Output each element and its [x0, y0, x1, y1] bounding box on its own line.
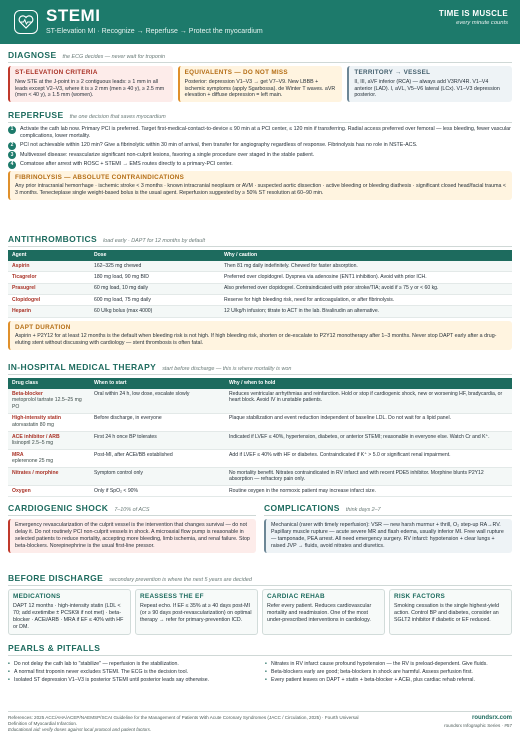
discharge-card-rehab: [262, 589, 385, 634]
why-cell: Routine oxygen in the normoxic patient may increase infarct size.: [225, 485, 512, 496]
when-cell: Before discharge, in everyone: [90, 413, 225, 431]
table-row: [8, 413, 512, 431]
disclaimer: Educational aid: verify doses against local protocol and patient factors.: [8, 727, 152, 733]
agent-cell: Prasugrel: [8, 283, 90, 294]
step-text: PCI not achievable within 120 min? Give a fibrinolytic within 30 min of arrival, then transfer for angiography regardless of response. Fibrinolysis has no role in NSTE-ACS.: [20, 142, 418, 149]
site-link[interactable]: roundsrx.com: [471, 715, 512, 721]
complications-heading: COMPLICATIONS: [264, 503, 340, 513]
column-header: Dose: [90, 250, 220, 261]
table-row: [8, 272, 512, 283]
when-cell: Oral within 24 h, low dose, escalate slowly: [90, 389, 225, 413]
fibrinolysis-contraindications-box: [8, 171, 512, 200]
inhospital-table: [8, 378, 512, 497]
when-cell: First 24 h once BP tolerates: [90, 431, 225, 449]
why-cell: Indicated if LVEF ≤ 40%, hypertension, diabetes, or anterior STEMI; reasonable in everyone else. Watch Cr and K⁺.: [225, 431, 512, 449]
column-header: Drug class: [8, 378, 90, 389]
column-header: When to start: [90, 378, 225, 389]
territory-box: [347, 66, 512, 102]
criteria-text: New STE at the J-point in ≥ 2 contiguous leads: ≥ 1 mm in all leads except V2–V3, where it is ≥ 2 mm (men ≥ 40 y), ≥ 2.5 mm (men < 40 y), ≥ 1.5 mm (women).: [15, 78, 165, 99]
column-header: Agent: [8, 250, 90, 261]
discharge-card-ef: [135, 589, 258, 634]
diagnose-subheading: the ECG decides — never wait for troponin: [62, 54, 166, 60]
caution-cell: Also preferred over clopidogrel. Contraindicated with prior stroke/TIA; avoid if ≥ 75 y or < 60 kg.: [220, 283, 512, 294]
st-elevation-criteria-box: [8, 66, 173, 102]
dose-cell: 60 mg load, 10 mg daily: [90, 283, 220, 294]
contra-title: FIBRINOLYSIS — ABSOLUTE CONTRAINDICATIONS: [15, 173, 185, 181]
reperfuse-step: [8, 161, 512, 169]
card-text: Smoking cessation is the single highest-yield action. Control BP and diabetes, consider an SGLT2 inhibitor if diabetic or EF reduced.: [394, 602, 500, 623]
territory-title: TERRITORY → VESSEL: [354, 69, 431, 77]
list-item: • Every patient leaves on DAPT + statin + beta-blocker + ACEi, plus cardiac rehab referral.: [265, 677, 512, 684]
equivalents-box: [178, 66, 343, 102]
list-item: • A normal first troponin never excludes STEMI. The ECG is the decision tool.: [8, 669, 255, 676]
complications-text-box: Mechanical (rarer with timely reperfusion): VSR — new harsh murmur + thrill, O₂ step-up RA→RV. Papillary muscle rupture — acute severe MR and flash edema, usually inferior MI. Free wall rupture — tamponade, PEA arrest. All need emergency surgery. RV infarct: hypotension + clear lungs + raised JVP → fluids, avoid nitrates and diuretics.: [264, 519, 512, 553]
discharge-card-medications: [8, 589, 131, 634]
card-title: MEDICATIONS: [13, 593, 61, 601]
agent-cell: Heparin: [8, 306, 90, 317]
territory-text: II, III, aVF inferior (RCA) — always add V3R/V4R. V1–V4 anterior (LAD). I, aVL, V5–V6 lateral (LCx). V1–V3 depression posterior.: [354, 78, 500, 99]
list-item: • Isolated ST depression V1–V3 is posterior STEMI until posterior leads say otherwise.: [8, 677, 255, 684]
drug-example: eplerenone 25 mg: [12, 458, 54, 465]
drug-class-cell: [8, 413, 90, 431]
shock-subheading: 7–10% of ACS: [114, 507, 150, 513]
card-text: DAPT 12 months · high-intensity statin (LDL < 70; add ezetimibe ± PCSK9i if not met) · beta-blocker · ACEi/ARB · MRA if EF ≤ 40% with HF or DM.: [13, 602, 124, 630]
card-title: RISK FACTORS: [394, 593, 446, 601]
pearls-heading: PEARLS & PITFALLS: [8, 643, 101, 653]
list-item: • Do not delay the cath lab to "stabilize" — reperfusion is the stabilization.: [8, 661, 255, 668]
agent-cell: Clopidogrel: [8, 294, 90, 305]
tagline-main: TIME IS MUSCLE: [438, 9, 508, 18]
inhospital-subheading: start before discharge — this is where mortality is won: [162, 366, 292, 372]
page-title: STEMI: [46, 6, 101, 26]
column-header: Why / caution: [220, 250, 512, 261]
tagline-box: [439, 9, 508, 27]
equivalents-text: Posterior: depression V1–V3 → get V7–V9. New LBBB + ischemic symptoms (apply Sgarbossa). de Winter T waves. aVR elevation + diffuse depression = left main.: [184, 78, 336, 99]
complications-section: [264, 503, 512, 553]
series-label: roundsrx Infographic Series · #57: [444, 722, 512, 728]
card-text: Refer every patient. Reduces cardiovascular mortality and readmission. One of the most under-prescribed interventions in cardiology.: [267, 602, 372, 623]
tagline-sub: every minute counts: [456, 19, 508, 26]
diagnose-section: [8, 50, 512, 102]
drug-example: metoprolol tartrate 12.5–25 mg PO: [12, 397, 82, 411]
page-subtitle: ST-Elevation MI · Recognize → Reperfuse → Protect the myocardium: [46, 28, 263, 36]
dose-cell: 60 U/kg bolus (max 4000): [90, 306, 220, 317]
reperfuse-heading: REPERFUSE: [8, 110, 64, 120]
table-header-row: [8, 250, 512, 261]
criteria-title: ST-ELEVATION CRITERIA: [15, 69, 98, 77]
step-text: Comatose after arrest with ROSC + STEMI → EMS routes directly to a primary-PCI center.: [20, 161, 233, 168]
drug-class-cell: [8, 449, 90, 467]
table-row: [8, 306, 512, 317]
antithrombotics-heading: ANTITHROMBOTICS: [8, 234, 98, 244]
dapt-duration-box: [8, 321, 512, 350]
step-number: 4: [8, 161, 16, 169]
discharge-card-risk: [389, 589, 512, 634]
drug-class-name: High-intensity statin: [12, 415, 61, 422]
drug-class-name: ACE inhibitor / ARB: [12, 433, 60, 440]
references: References: 2025 ACC/AHA/ACEP/NAEMSP/SCAI Guideline for the Management of Patients With Acute Coronary Syndromes (JACC / Circulation, 2025) · Fourth Universal Definition of Myocardial Infarction.: [8, 715, 359, 727]
table-row: [8, 449, 512, 467]
reperfuse-step: [8, 126, 512, 140]
dapt-title: DAPT DURATION: [15, 323, 71, 331]
table-row: [8, 283, 512, 294]
column-header: Why / when to hold: [225, 378, 512, 389]
why-cell: Reduces ventricular arrhythmias and reinfarction. Hold or stop if cardiogenic shock, new or worsening HF, bradycardia, or heart block. Avoid IV in unstable patients.: [225, 389, 512, 413]
inhospital-heading: IN-HOSPITAL MEDICAL THERAPY: [8, 362, 157, 372]
drug-example: atorvastatin 80 mg: [12, 422, 54, 429]
step-text: Multivessel disease: revascularize significant non-culprit lesions, favoring a single procedure over staged in the stable patient.: [20, 151, 315, 158]
caution-cell: Then 81 mg daily indefinitely. Chewed for faster absorption.: [220, 261, 512, 272]
dose-cell: 600 mg load, 75 mg daily: [90, 294, 220, 305]
list-item: • Beta-blockers early are good; beta-blockers in shock are harmful. Assess perfusion first.: [265, 669, 512, 676]
drug-class-name: Beta-blocker: [12, 390, 43, 397]
discharge-heading: BEFORE DISCHARGE: [8, 573, 104, 583]
step-number: 3: [8, 151, 16, 159]
agent-cell: Ticagrelor: [8, 272, 90, 283]
pearls-left-list: [8, 659, 255, 686]
drug-class-cell: [8, 467, 90, 485]
drug-class-name: Oxygen: [12, 487, 31, 494]
agent-cell: Aspirin: [8, 261, 90, 272]
discharge-subheading: secondary prevention is where the next 5 years are decided: [109, 577, 252, 583]
caution-cell: Reserve for high bleeding risk, need for anticoagulation, or after fibrinolysis.: [220, 294, 512, 305]
caution-cell: Preferred over clopidogrel. Dyspnea via adenosine (ENT1 inhibition). Avoid with prior ICH.: [220, 272, 512, 283]
table-row: [8, 389, 512, 413]
shock-complications-row: [8, 503, 512, 553]
dose-cell: 180 mg load, 90 mg BID: [90, 272, 220, 283]
reperfuse-step: [8, 142, 512, 150]
drug-class-cell: [8, 389, 90, 413]
table-row: [8, 485, 512, 496]
drug-class-name: Nitrates / morphine: [12, 469, 59, 476]
antithrombotics-table: [8, 250, 512, 317]
when-cell: Only if SpO₂ < 90%: [90, 485, 225, 496]
when-cell: Symptom control only: [90, 467, 225, 485]
card-text: Repeat echo. If EF ≤ 35% at ≥ 40 days post-MI (or ≥ 90 days post-revascularization) on optimal therapy → refer for primary-prevention ICD.: [140, 602, 252, 623]
table-row: [8, 294, 512, 305]
header-banner: [0, 0, 520, 44]
drug-class-name: MRA: [12, 451, 24, 458]
shock-heading: CARDIOGENIC SHOCK: [8, 503, 109, 513]
drug-class-cell: [8, 431, 90, 449]
diagnose-heading: DIAGNOSE: [8, 50, 57, 60]
table-row: [8, 467, 512, 485]
heart-pulse-icon: [14, 10, 38, 34]
inhospital-section: [8, 362, 512, 497]
dapt-text: Aspirin + P2Y12 for at least 12 months is the default when bleeding risk is not high. If high bleeding risk, shorten or de-escalate to P2Y12 monotherapy after 1–3 months. Never stop DAPT early after a drug-eluting stent without discussing with cardiology — stent thrombosis is often fatal.: [15, 332, 497, 346]
card-title: CARDIAC REHAB: [267, 593, 325, 601]
shock-text-box: Emergency revascularization of the culprit vessel is the intervention that changes survival — do not delay it. Do not routinely PCI non-culprit vessels in shock. A microaxial flow pump is reasonable in selected patients to reduce mortality, accepting more bleeding, limb ischemia, and renal failure. Stop beta-blockers. Norepinephrine is the usual first-line pressor.: [8, 519, 256, 553]
dose-cell: 162–325 mg chewed: [90, 261, 220, 272]
discharge-section: [8, 573, 512, 635]
equivalents-title: EQUIVALENTS — DO NOT MISS: [184, 69, 288, 77]
table-row: [8, 261, 512, 272]
antithrombotics-subheading: load early · DAPT for 12 months by default: [103, 238, 205, 244]
drug-example: lisinopril 2.5–5 mg: [12, 440, 54, 447]
pearls-right-list: [265, 659, 512, 686]
footer: [8, 711, 512, 733]
why-cell: Add if LVEF ≤ 40% with HF or diabetes. Contraindicated if K⁺ > 5.0 or significant renal impairment.: [225, 449, 512, 467]
drug-class-cell: [8, 485, 90, 496]
list-item: • Nitrates in RV infarct cause profound hypotension — the RV is preload-dependent. Give fluids.: [265, 661, 512, 668]
table-header-row: [8, 378, 512, 389]
why-cell: No mortality benefit. Nitrates contraindicated in RV infarct and with recent PDE5 inhibitor. Morphine blunts P2Y12 absorption — refractory pain only.: [225, 467, 512, 485]
step-number: 2: [8, 142, 16, 150]
shock-section: [8, 503, 256, 553]
antithrombotics-section: [8, 234, 512, 350]
when-cell: Post-MI, after ACEi/BB established: [90, 449, 225, 467]
caution-cell: 12 U/kg/h infusion; titrate to ACT in the lab. Bivalirudin an alternative.: [220, 306, 512, 317]
table-row: [8, 431, 512, 449]
step-text: Activate the cath lab now. Primary PCI is preferred. Target first-medical-contact-to-device ≤ 90 min at a PCI center, ≤ 120 min if transferring. Radial access preferred over femoral — less bleeding, fewer vascular complications, lower mortality.: [20, 126, 511, 140]
why-cell: Plaque stabilization and event reduction independent of baseline LDL. Do not wait for a lipid panel.: [225, 413, 512, 431]
step-number: 1: [8, 126, 16, 134]
reperfuse-subheading: the one decision that saves myocardium: [69, 114, 166, 120]
card-title: REASSESS THE EF: [140, 593, 204, 601]
pearls-section: [8, 643, 512, 686]
reperfuse-step: [8, 152, 512, 160]
complications-subheading: think days 2–7: [345, 507, 381, 513]
contra-text: Any prior intracranial hemorrhage · ischemic stroke < 3 months · known intracranial neoplasm or AVM · suspected aortic dissection · active bleeding or bleeding diathesis · significant closed head/facial trauma < 3 months. Tenecteplase single weight-based bolus is the usual agent. Reperfusion suggested by ≥ 50% ST resolution at 60–90 min.: [15, 182, 506, 196]
reperfuse-section: [8, 110, 512, 200]
